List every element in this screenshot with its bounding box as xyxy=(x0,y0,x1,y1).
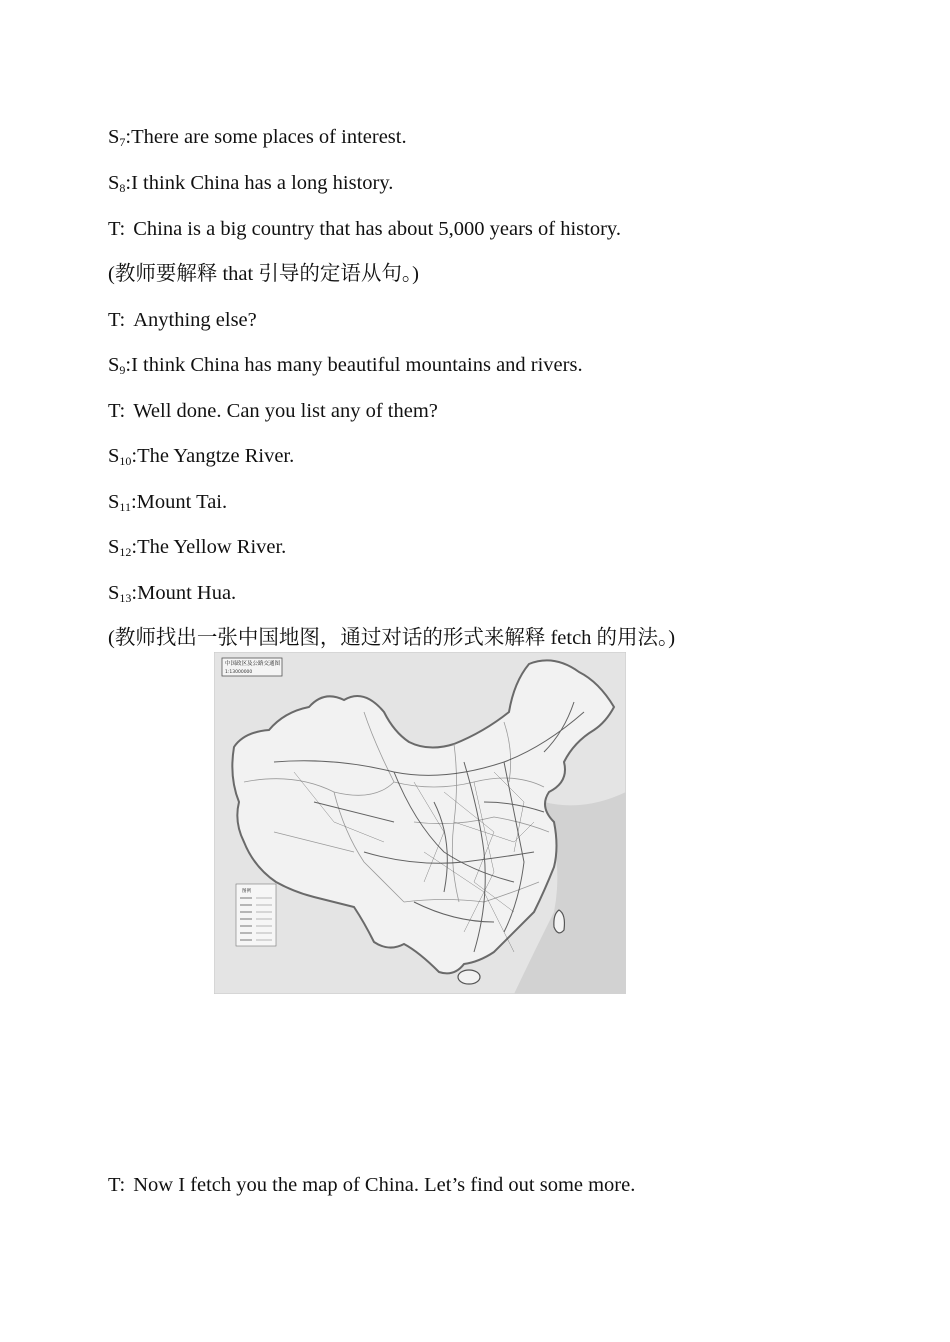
speaker: S xyxy=(108,126,120,148)
speaker-subscript: 8 xyxy=(119,181,126,195)
hainan-outline xyxy=(458,970,480,984)
map-scale: 1:13000000 xyxy=(225,670,253,675)
teacher-note: (教师找出一张中国地图，通过对话的形式来解释 fetch 的用法。) xyxy=(108,627,676,649)
teacher-note: (教师要解释 that 引导的定语从句。) xyxy=(108,263,419,285)
speaker: S xyxy=(108,172,120,194)
dialogue-line-s11 xyxy=(108,489,227,515)
utterance: I think China has a long history. xyxy=(131,172,394,194)
dialogue-line-s9 xyxy=(108,352,583,378)
utterance: The Yellow River. xyxy=(137,536,287,558)
utterance: China is a big country that has about 5,000 years of history. xyxy=(133,218,621,240)
utterance: I think China has many beautiful mountains and rivers. xyxy=(131,354,583,376)
speaker: S xyxy=(108,536,120,558)
separator: : xyxy=(119,400,126,422)
utterance: Mount Hua. xyxy=(137,582,237,604)
speaker: T xyxy=(108,400,120,422)
china-map-image xyxy=(214,652,626,994)
utterance: Anything else? xyxy=(133,309,257,331)
dialogue-line-s8 xyxy=(108,170,393,196)
map-title: 中国政区及公路交通图 xyxy=(225,661,281,667)
speaker-subscript: 10 xyxy=(119,454,132,468)
speaker: S xyxy=(108,582,120,604)
speaker-subscript: 12 xyxy=(119,545,132,559)
separator: : xyxy=(125,126,132,148)
utterance: The Yangtze River. xyxy=(137,445,295,467)
dialogue-line-teacher xyxy=(108,307,257,333)
speaker: T xyxy=(108,1174,120,1196)
separator: : xyxy=(125,354,132,376)
utterance: Mount Tai. xyxy=(136,491,228,513)
separator: : xyxy=(131,582,138,604)
speaker-subscript: 9 xyxy=(119,363,126,377)
speaker: T xyxy=(108,309,120,331)
utterance: Now I fetch you the map of China. Let’s find out some more. xyxy=(133,1174,636,1196)
speaker-subscript: 7 xyxy=(119,135,126,149)
separator: : xyxy=(119,218,126,240)
speaker: T xyxy=(108,218,120,240)
dialogue-line-s10 xyxy=(108,443,294,469)
speaker: S xyxy=(108,445,120,467)
separator: : xyxy=(119,1174,126,1196)
separator: : xyxy=(131,445,138,467)
separator: : xyxy=(125,172,132,194)
utterance: Well done. Can you list any of them? xyxy=(133,400,438,422)
dialogue-line-teacher xyxy=(108,216,621,242)
dialogue-line-s13 xyxy=(108,580,236,606)
utterance: There are some places of interest. xyxy=(131,126,407,148)
dialogue-line-s12 xyxy=(108,534,286,560)
separator: : xyxy=(119,309,126,331)
dialogue-line-teacher xyxy=(108,398,438,424)
speaker-subscript: 13 xyxy=(119,591,132,605)
separator: : xyxy=(130,491,137,513)
legend-title: 图例 xyxy=(242,889,251,894)
speaker-subscript: 11 xyxy=(119,500,131,514)
dialogue-line-s7 xyxy=(108,124,407,150)
taiwan-outline xyxy=(554,910,565,933)
dialogue-line-teacher-final xyxy=(108,1172,635,1198)
speaker: S xyxy=(108,491,120,513)
speaker: S xyxy=(108,354,120,376)
separator: : xyxy=(131,536,138,558)
